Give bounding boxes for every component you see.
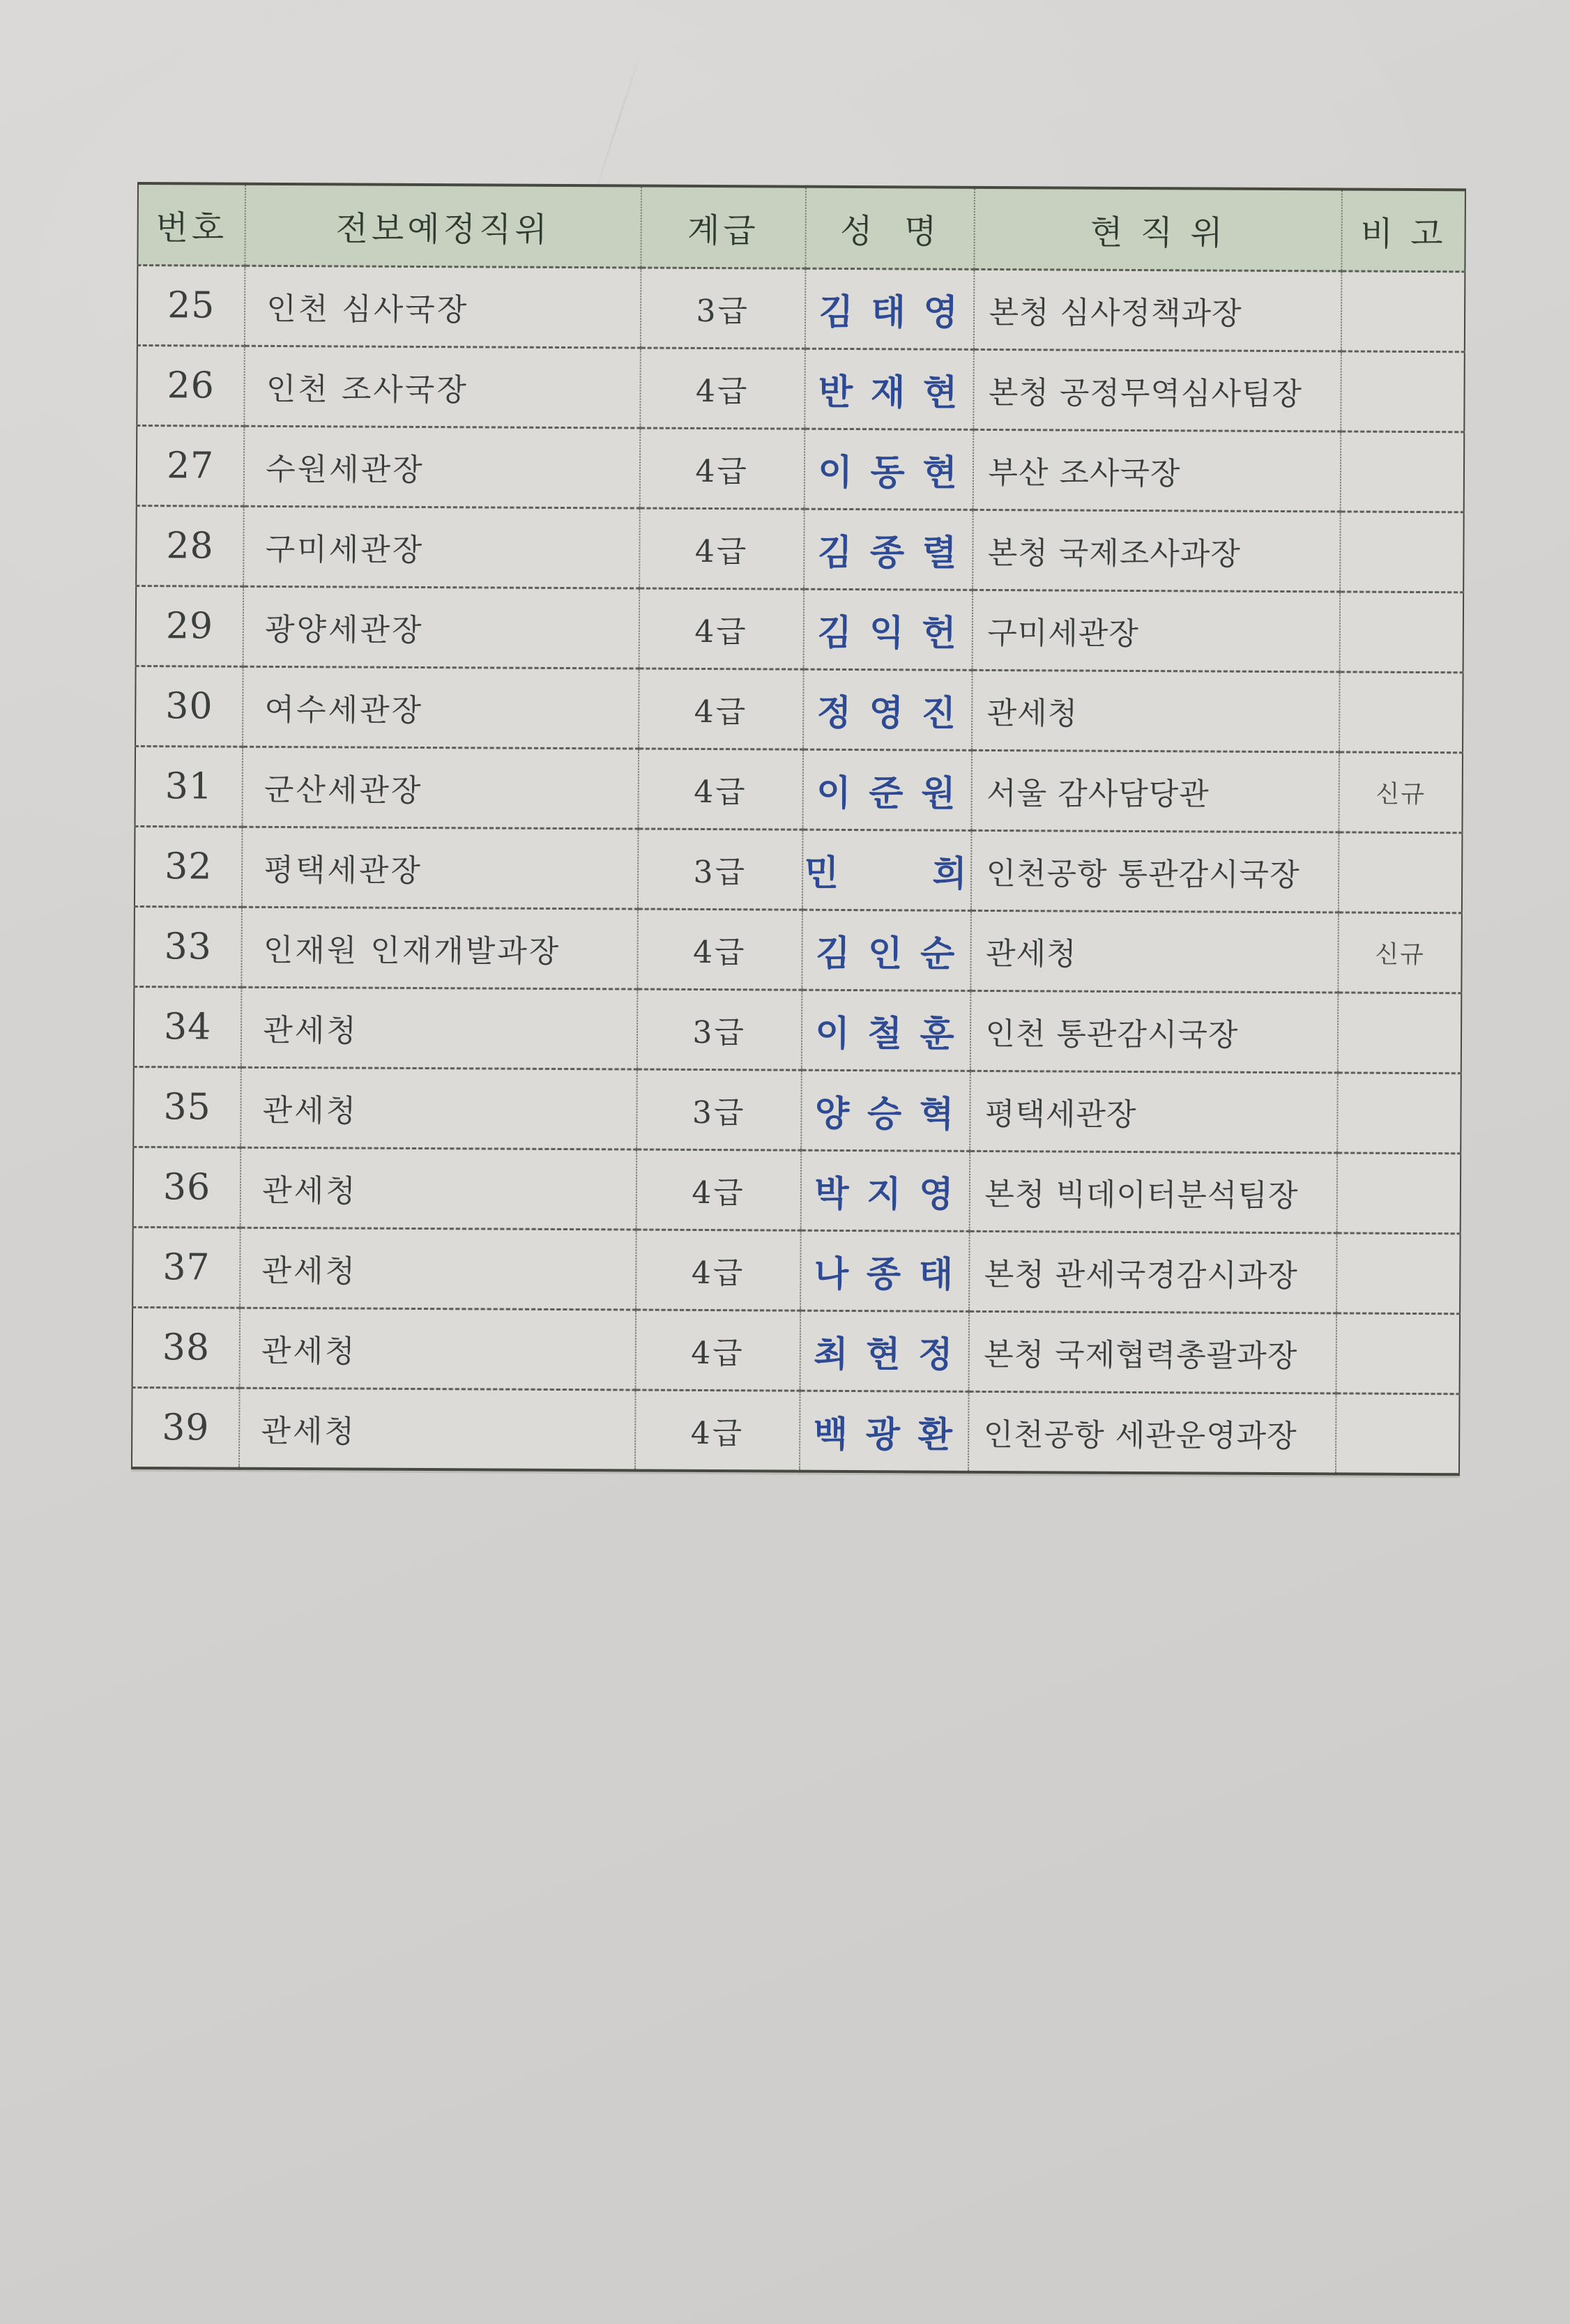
cell-grade: 4급 xyxy=(640,348,805,429)
table-row xyxy=(137,266,1465,352)
table-row xyxy=(132,1387,1460,1474)
cell-note xyxy=(1339,672,1463,753)
cell-number: 33 xyxy=(134,906,242,987)
cell-new-position: 인천 심사국장 xyxy=(245,266,641,348)
cell-grade: 4급 xyxy=(636,1230,801,1310)
table-row xyxy=(133,1147,1461,1233)
cell-current-position: 관세청 xyxy=(972,670,1339,752)
col-header-number: 번호 xyxy=(137,183,245,266)
cell-number: 36 xyxy=(133,1147,241,1228)
cell-new-position: 관세청 xyxy=(239,1388,635,1470)
col-header-current-position: 현 직 위 xyxy=(975,188,1342,271)
cell-current-position: 서울 감사담당관 xyxy=(972,750,1339,832)
cell-new-position: 수원세관장 xyxy=(244,426,640,508)
table-row xyxy=(136,505,1464,592)
cell-note xyxy=(1341,351,1465,432)
cell-current-position: 본청 빅데이터분석팀장 xyxy=(970,1151,1337,1233)
cell-new-position: 평택세관장 xyxy=(242,827,638,909)
cell-number: 26 xyxy=(137,346,245,427)
cell-name: 김 태 영 xyxy=(805,268,975,349)
cell-current-position: 구미세관장 xyxy=(973,590,1340,672)
col-header-new-position: 전보예정직위 xyxy=(245,184,641,268)
cell-name: 민 희 xyxy=(802,830,972,910)
table-row xyxy=(134,986,1462,1073)
cell-number: 32 xyxy=(135,826,243,907)
cell-new-position: 구미세관장 xyxy=(243,506,639,588)
cell-note: 신규 xyxy=(1338,912,1462,993)
table-row xyxy=(135,666,1463,752)
cell-current-position: 관세청 xyxy=(971,910,1339,993)
table-row xyxy=(137,426,1465,512)
cell-note xyxy=(1336,1313,1460,1394)
cell-name: 김 종 렬 xyxy=(804,509,973,590)
cell-current-position: 인천 통관감시국장 xyxy=(970,991,1338,1073)
cell-grade: 4급 xyxy=(639,668,804,749)
table-row xyxy=(132,1227,1461,1313)
cell-grade: 3급 xyxy=(637,989,802,1070)
cell-current-position: 인천공항 세관운영과장 xyxy=(968,1391,1336,1474)
cell-note xyxy=(1337,1073,1461,1154)
cell-name: 정 영 진 xyxy=(803,669,973,750)
cell-grade: 4급 xyxy=(639,588,804,669)
cell-number: 29 xyxy=(136,586,244,666)
cell-note xyxy=(1339,592,1463,673)
cell-current-position: 본청 심사정책과장 xyxy=(974,269,1341,351)
cell-current-position: 평택세관장 xyxy=(970,1071,1338,1153)
cell-grade: 4급 xyxy=(636,1149,801,1230)
cell-name: 최 현 정 xyxy=(800,1310,969,1391)
cell-note xyxy=(1339,832,1463,913)
cell-note xyxy=(1341,271,1465,352)
cell-note xyxy=(1338,993,1462,1073)
table-body xyxy=(132,266,1465,1475)
cell-name: 박 지 영 xyxy=(800,1150,970,1231)
cell-name: 이 동 현 xyxy=(804,429,973,510)
cell-note xyxy=(1337,1153,1461,1234)
cell-number: 25 xyxy=(137,266,245,346)
cell-number: 34 xyxy=(134,986,242,1067)
col-header-name: 성 명 xyxy=(805,187,975,270)
cell-note xyxy=(1336,1233,1461,1314)
cell-new-position: 군산세관장 xyxy=(243,747,639,829)
table-row xyxy=(135,826,1463,912)
personnel-table xyxy=(131,182,1466,1476)
cell-current-position: 인천공항 통관감시국장 xyxy=(971,830,1339,912)
cell-new-position: 관세청 xyxy=(241,1147,637,1230)
cell-current-position: 본청 국제협력총괄과장 xyxy=(969,1311,1336,1393)
table-row xyxy=(133,1067,1461,1153)
col-header-note: 비 고 xyxy=(1341,189,1465,271)
cell-new-position: 인천 조사국장 xyxy=(245,346,641,428)
cell-name: 김 익 헌 xyxy=(803,589,973,670)
header-row xyxy=(137,183,1465,272)
cell-note: 신규 xyxy=(1339,752,1463,833)
cell-number: 31 xyxy=(135,746,243,827)
cell-name: 반 재 현 xyxy=(805,349,974,429)
cell-name: 백 광 환 xyxy=(800,1391,969,1472)
cell-grade: 4급 xyxy=(638,749,803,830)
cell-grade: 4급 xyxy=(635,1390,800,1471)
cell-grade: 4급 xyxy=(639,428,805,509)
cell-new-position: 관세청 xyxy=(241,1067,637,1149)
table-header xyxy=(137,183,1465,272)
cell-grade: 4급 xyxy=(635,1310,800,1391)
cell-number: 38 xyxy=(132,1307,241,1388)
cell-grade: 3급 xyxy=(638,829,803,910)
cell-current-position: 부산 조사국장 xyxy=(973,429,1341,512)
cell-new-position: 관세청 xyxy=(240,1308,636,1390)
cell-new-position: 여수세관장 xyxy=(243,666,639,749)
cell-grade: 3급 xyxy=(637,1069,802,1150)
cell-note xyxy=(1341,431,1465,512)
cell-name: 나 종 태 xyxy=(800,1230,970,1311)
col-header-grade: 계급 xyxy=(641,186,806,269)
table-row xyxy=(136,586,1464,672)
cell-grade: 4급 xyxy=(637,909,802,990)
cell-name: 이 철 훈 xyxy=(801,990,970,1071)
cell-grade: 3급 xyxy=(640,268,805,349)
cell-new-position: 광양세관장 xyxy=(243,586,639,668)
cell-number: 37 xyxy=(132,1227,241,1308)
table-row xyxy=(132,1307,1461,1393)
cell-name: 이 준 원 xyxy=(802,749,972,830)
cell-number: 27 xyxy=(137,426,245,507)
cell-note xyxy=(1340,512,1464,593)
cell-current-position: 본청 관세국경감시과장 xyxy=(970,1231,1337,1313)
cell-number: 28 xyxy=(136,505,244,586)
cell-grade: 4급 xyxy=(639,508,805,589)
cell-number: 30 xyxy=(135,666,243,747)
table-row xyxy=(135,746,1463,832)
cell-name: 양 승 혁 xyxy=(801,1070,970,1151)
cell-name: 김 인 순 xyxy=(802,910,971,991)
cell-current-position: 본청 공정무역심사팀장 xyxy=(974,349,1341,431)
cell-new-position: 인재원 인재개발과장 xyxy=(242,907,638,989)
table-row xyxy=(134,906,1462,993)
table-row xyxy=(137,346,1465,432)
cell-new-position: 관세청 xyxy=(240,1228,636,1310)
cell-number: 35 xyxy=(133,1067,241,1147)
cell-number: 39 xyxy=(132,1387,240,1468)
cell-note xyxy=(1336,1393,1460,1474)
cell-current-position: 본청 국제조사과장 xyxy=(973,510,1341,592)
cell-new-position: 관세청 xyxy=(241,987,637,1069)
